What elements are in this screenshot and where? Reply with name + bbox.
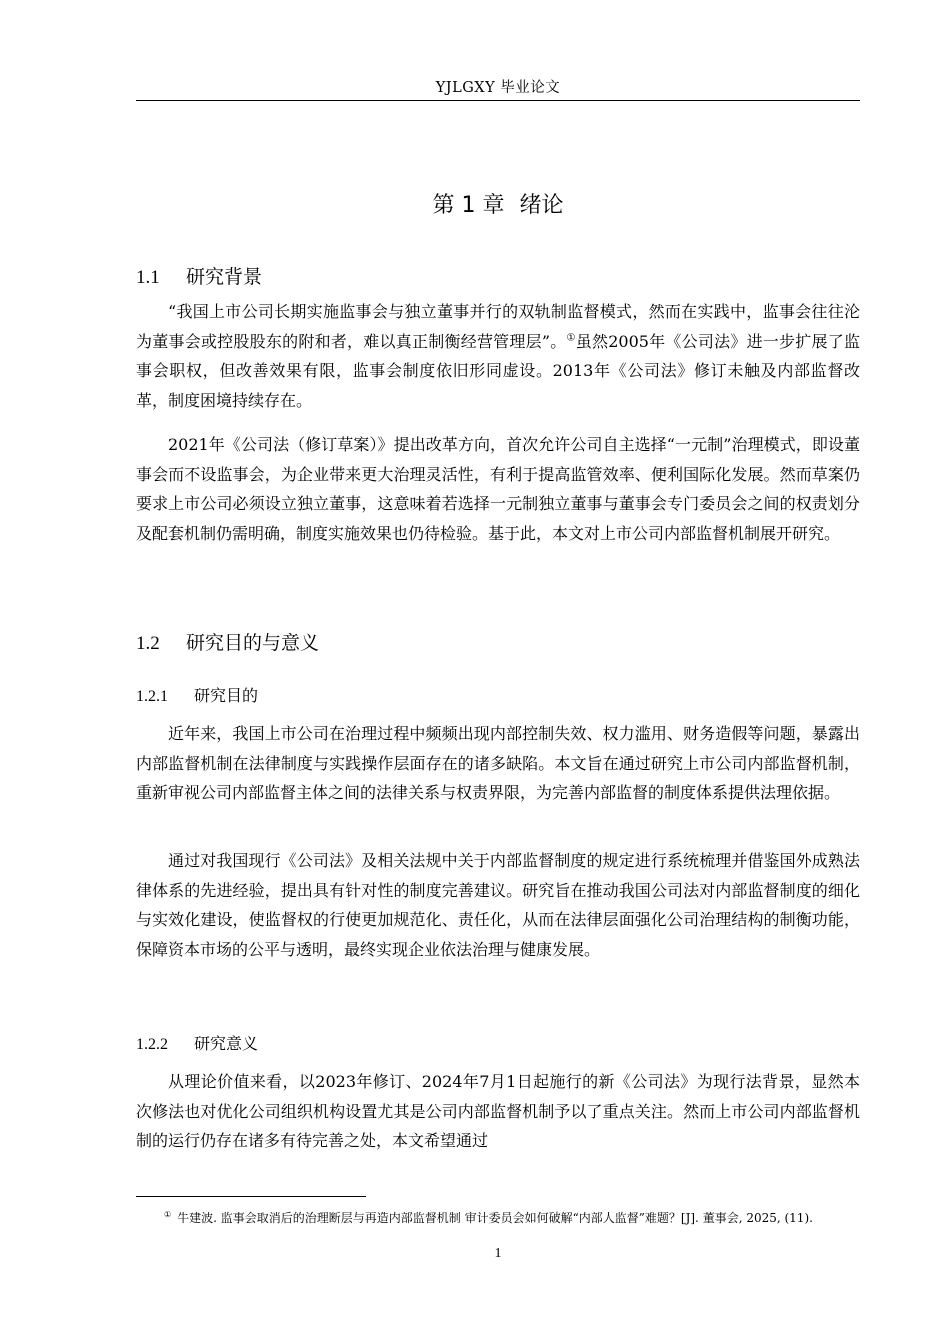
footnote-separator [136, 1196, 366, 1197]
chapter-title: 绪论 [519, 193, 564, 218]
chapter-heading [136, 188, 860, 219]
section-heading-1-2 [136, 628, 319, 655]
paragraph-background-1 [136, 297, 860, 415]
footnote-text: 牛建波. 监事会取消后的治理断层与再造内部监督机制 审计委员会如何破解“内部人监督”难题？[J]. 董事会, 2025, (11). [177, 1211, 813, 1225]
footnote-mark: ① [164, 1210, 172, 1219]
page-number: 1 [494, 1246, 502, 1261]
section-number: 1.1 [136, 267, 160, 288]
paragraph-purpose-1: 近年来，我国上市公司在治理过程中频频出现内部控制失效、权力滥用、财务造假等问题，暴露出内部监督机制在法律制度与实践操作层面存在的诸多缺陷。本文旨在通过研究上市公司内部监督机制，重新审视公司内部监督主体之间的法律关系与权责界限，为完善内部监督的制度体系提供法理依据。 [136, 724, 860, 803]
running-header: YJLGXY 毕业论文 [435, 80, 561, 96]
chapter-label: 第 1 章 [432, 193, 505, 218]
subsection-heading-1-2-2 [136, 1031, 258, 1054]
paragraph-background-2: 2021年《公司法（修订草案）》提出改革方向，首次允许公司自主选择“一元制”治理模式，即设董事会而不设监事会，为企业带来更大治理灵活性，有利于提高监管效率、便利国际化发展。然而草案仍要求上市公司必须设立独立董事，这意味着若选择一元制独立董事与董事会专门委员会之间的权责划分及配套机制仍需明确，制度实施效果也仍待检验。基于此，本文对上市公司内部监督机制展开研究。 [136, 435, 860, 543]
paragraph-text: 虽然2005年《公司法》进一步扩展了监事会职权，但改善效果有限，监事会制度依旧形同虚设。2013年《公司法》修订未触及内部监督改革，制度困境持续存在。 [136, 331, 860, 410]
section-heading-1-1 [136, 262, 262, 289]
subsection-number: 1.2.1 [136, 688, 168, 705]
section-title: 研究目的与意义 [186, 632, 320, 654]
subsection-heading-1-2-1 [136, 683, 258, 706]
footnote-ref-mark[interactable]: ① [566, 332, 576, 344]
paragraph-significance-1: 从理论价值来看，以2023年修订、2024年7月1日起施行的新《公司法》为现行法背景，显然本次修法也对优化公司组织机构设置尤其是公司内部监督机制予以了重点关注。然而上市公司内部监督机制的运行仍存在诸多有待完善之处，本文希望通过 [136, 1072, 860, 1151]
paragraph-text: “我国上市公司长期实施监事会与独立董事并行的双轨制监督模式，然而在实践中，监事会往往沦为董事会或控股股东的附和者，难以真正制衡经营管理层”。 [136, 302, 860, 351]
subsection-number: 1.2.2 [136, 1036, 168, 1053]
paragraph-purpose-2: 通过对我国现行《公司法》及相关法规中关于内部监督制度的规定进行系统梳理并借鉴国外成熟法律体系的先进经验，提出具有针对性的制度完善建议。研究旨在推动我国公司法对内部监督制度的细化与实效化建设，使监督权的行使更加规范化、责任化，从而在法律层面强化公司治理结构的制衡功能，保障资本市场的公平与透明，最终实现企业依法治理与健康发展。 [136, 851, 860, 959]
subsection-title: 研究目的 [194, 686, 259, 705]
section-number: 1.2 [136, 633, 160, 654]
header-rule [136, 100, 860, 101]
footnote [136, 1208, 860, 1228]
subsection-title: 研究意义 [194, 1034, 259, 1053]
section-title: 研究背景 [186, 266, 263, 288]
